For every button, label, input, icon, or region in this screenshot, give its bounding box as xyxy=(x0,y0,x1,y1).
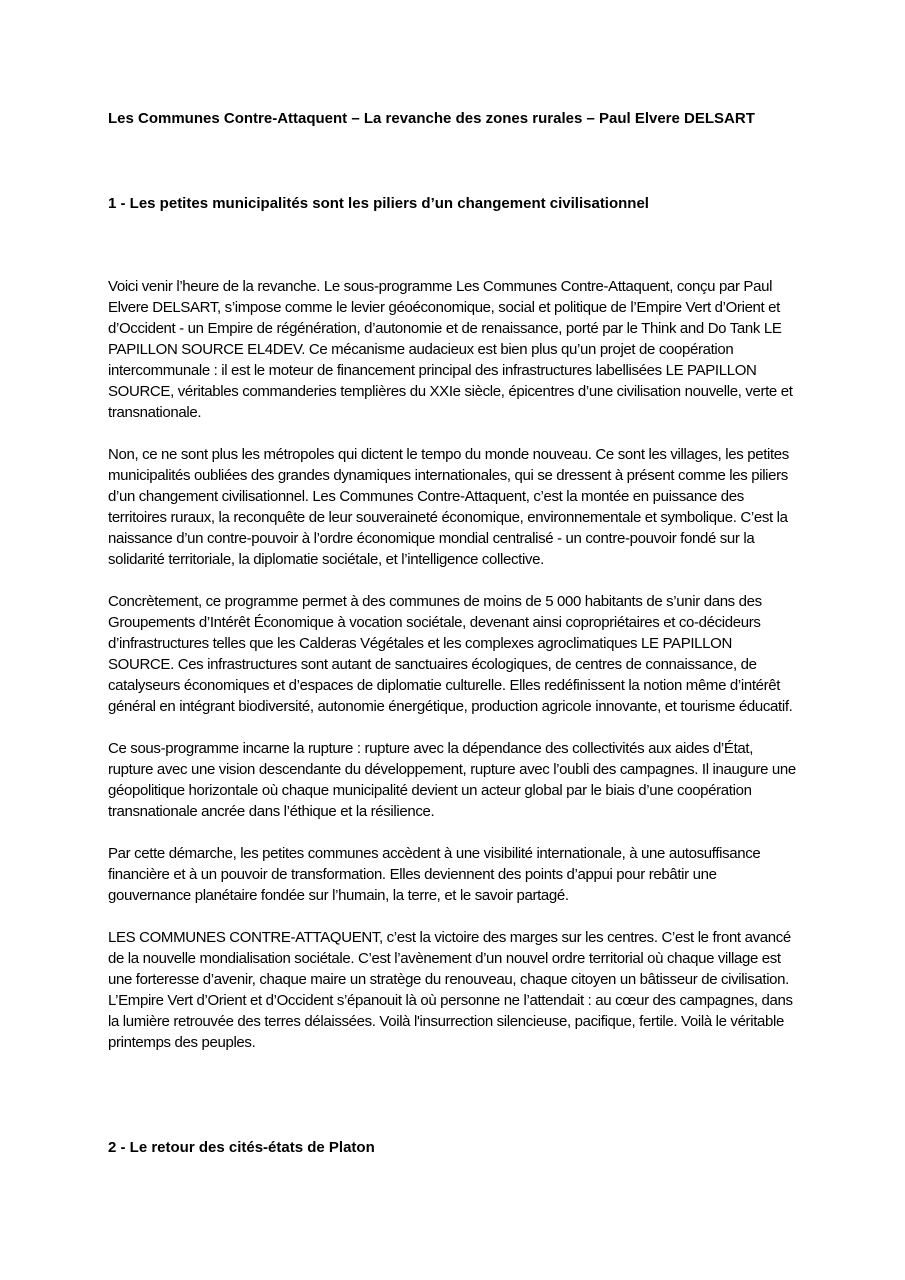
section-1-body xyxy=(108,276,798,1074)
section-2-heading: 2 - Le retour des cités-états de Platon xyxy=(108,1139,375,1156)
section-1-heading: 1 - Les petites municipalités sont les piliers d’un changement civilisationnel xyxy=(108,195,649,212)
paragraph: Ce sous-programme incarne la rupture : rupture avec la dépendance des collectivités aux aides d’État, rupture avec une vision descendante du développement, rupture avec l’oubli des campagnes. Il inaugure une géopolitique horizontale où chaque municipalité devient un acteur global par le biais d’une coopération transnationale ancrée dans l’éthique et la résilience. xyxy=(108,740,796,820)
paragraph: Voici venir l’heure de la revanche. Le sous-programme Les Communes Contre-Attaquent, conçu par Paul Elvere DELSART, s’impose comme le levier géoéconomique, social et politique de l’Empire Vert d’Orient et d’Occident - un Empire de régénération, d’autonomie et de renaissance, porté par le Think and Do Tank LE PAPILLON SOURCE EL4DEV. Ce mécanisme audacieux est bien plus qu’un projet de coopération intercommunale : il est le moteur de financement principal des infrastructures labellisées LE PAPILLON SOURCE, véritables commanderies templières du XXIe siècle, épicentres d’une civilisation nouvelle, verte et transnationale. xyxy=(108,278,793,421)
paragraph: Concrètement, ce programme permet à des communes de moins de 5 000 habitants de s’unir dans des Groupements d’Intérêt Économique à vocation sociétale, devenant ainsi copropriétaires et co-décideurs d’infrastructures telles que les Calderas Végétales et les complexes agroclimatiques LE PAPILLON SOURCE. Ces infrastructures sont autant de sanctuaires écologiques, de centres de connaissance, de catalyseurs économiques et d’espaces de diplomatie culturelle. Elles redéfinissent la notion même d’intérêt général en intégrant biodiversité, autonomie énergétique, production agricole innovante, et tourisme éducatif. xyxy=(108,593,793,715)
paragraph: Non, ce ne sont plus les métropoles qui dictent le tempo du monde nouveau. Ce sont les villages, les petites municipalités oubliées des grandes dynamiques internationales, qui se dressent à présent comme les piliers d’un changement civilisationnel. Les Communes Contre-Attaquent, c’est la montée en puissance des territoires ruraux, la reconquête de leur souveraineté économique, environnementale et symbolique. C’est la naissance d’un contre-pouvoir à l’ordre économique mondial centralisé - un contre-pouvoir fondé sur la solidarité territoriale, la diplomatie sociétale, et l’intelligence collective. xyxy=(108,446,789,568)
paragraph: Par cette démarche, les petites communes accèdent à une visibilité internationale, à une autosuffisance financière et à un pouvoir de transformation. Elles deviennent des points d’appui pour rebâtir une gouvernance planétaire fondée sur l’humain, la terre, et le savoir partagé. xyxy=(108,845,761,904)
document-title: Les Communes Contre-Attaquent – La revanche des zones rurales – Paul Elvere DELSART xyxy=(108,110,755,127)
paragraph: LES COMMUNES CONTRE-ATTAQUENT, c’est la victoire des marges sur les centres. C’est le front avancé de la nouvelle mondialisation sociétale. C’est l’avènement d’un nouvel ordre territorial où chaque village est une forteresse d’avenir, chaque maire un stratège du renouveau, chaque citoyen un bâtisseur de civilisation. L’Empire Vert d’Orient et d’Occident s’épanouit là où personne ne l’attendait : au cœur des campagnes, dans la lumière retrouvée des terres délaissées. Voilà l'insurrection silencieuse, pacifique, fertile. Voilà le véritable printemps des peuples. xyxy=(108,929,793,1051)
